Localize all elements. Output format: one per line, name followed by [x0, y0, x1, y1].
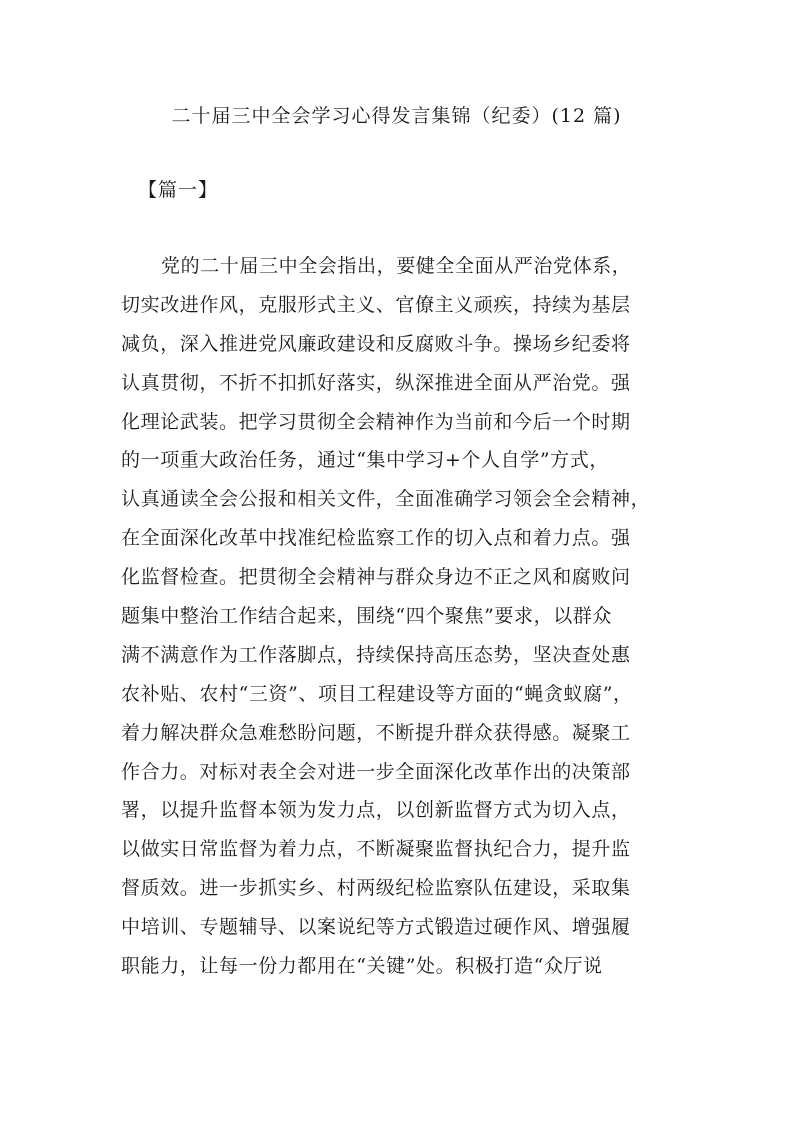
- body-line: 农补贴、农村“三资”、项目工程建设等方面的“蝇贪蚁腐”，: [121, 682, 633, 705]
- body-line: 认真通读全会公报和相关文件，全面准确学习领会全会精神，: [121, 488, 651, 511]
- body-line: 减负，深入推进党风廉政建设和反腐败斗争。操场乡纪委将: [121, 332, 631, 355]
- body-line: 的一项重大政治任务，通过“集中学习+个人自学”方式，: [121, 449, 609, 472]
- body-line: 党的二十届三中全会指出，要健全全面从严治党体系，: [161, 255, 632, 277]
- body-line: 题集中整治工作结合起来，围绕“四个聚焦”要求，以群众: [121, 605, 613, 628]
- body-line: 满不满意作为工作落脚点，持续保持高压态势，坚决查处惠: [121, 643, 631, 666]
- section-heading: 【篇一】: [138, 179, 219, 201]
- body-line: 作合力。对标对表全会对进一步全面深化改革作出的决策部: [121, 760, 631, 783]
- body-line: 中培训、专题辅导、以案说纪等方式锻造过硬作风、增强履: [121, 916, 631, 939]
- body-line: 着力解决群众急难愁盼问题，不断提升群众获得感。凝聚工: [121, 721, 631, 744]
- body-line: 切实改进作风，克服形式主义、官僚主义顽疾，持续为基层: [121, 293, 631, 316]
- body-line: 督质效。进一步抓实乡、村两级纪检监察队伍建设，采取集: [121, 877, 631, 900]
- document-title: 二十届三中全会学习心得发言集锦（纪委）(12 篇): [171, 105, 622, 127]
- body-line: 职能力，让每一份力都用在“关键”处。积极打造“众厅说: [121, 955, 603, 978]
- body-line: 署，以提升监督本领为发力点，以创新监督方式为切入点，: [121, 799, 631, 822]
- body-line: 在全面深化改革中找准纪检监察工作的切入点和着力点。强: [121, 527, 631, 550]
- body-line: 化理论武装。把学习贯彻全会精神作为当前和今后一个时期: [121, 410, 631, 433]
- body-line: 认真贯彻，不折不扣抓好落实，纵深推进全面从严治党。强: [121, 371, 631, 394]
- body-line: 以做实日常监督为着力点，不断凝聚监督执纪合力，提升监: [121, 838, 631, 861]
- body-paragraph: [121, 247, 681, 986]
- body-line: 化监督检查。把贯彻全会精神与群众身边不正之风和腐败问: [121, 566, 631, 589]
